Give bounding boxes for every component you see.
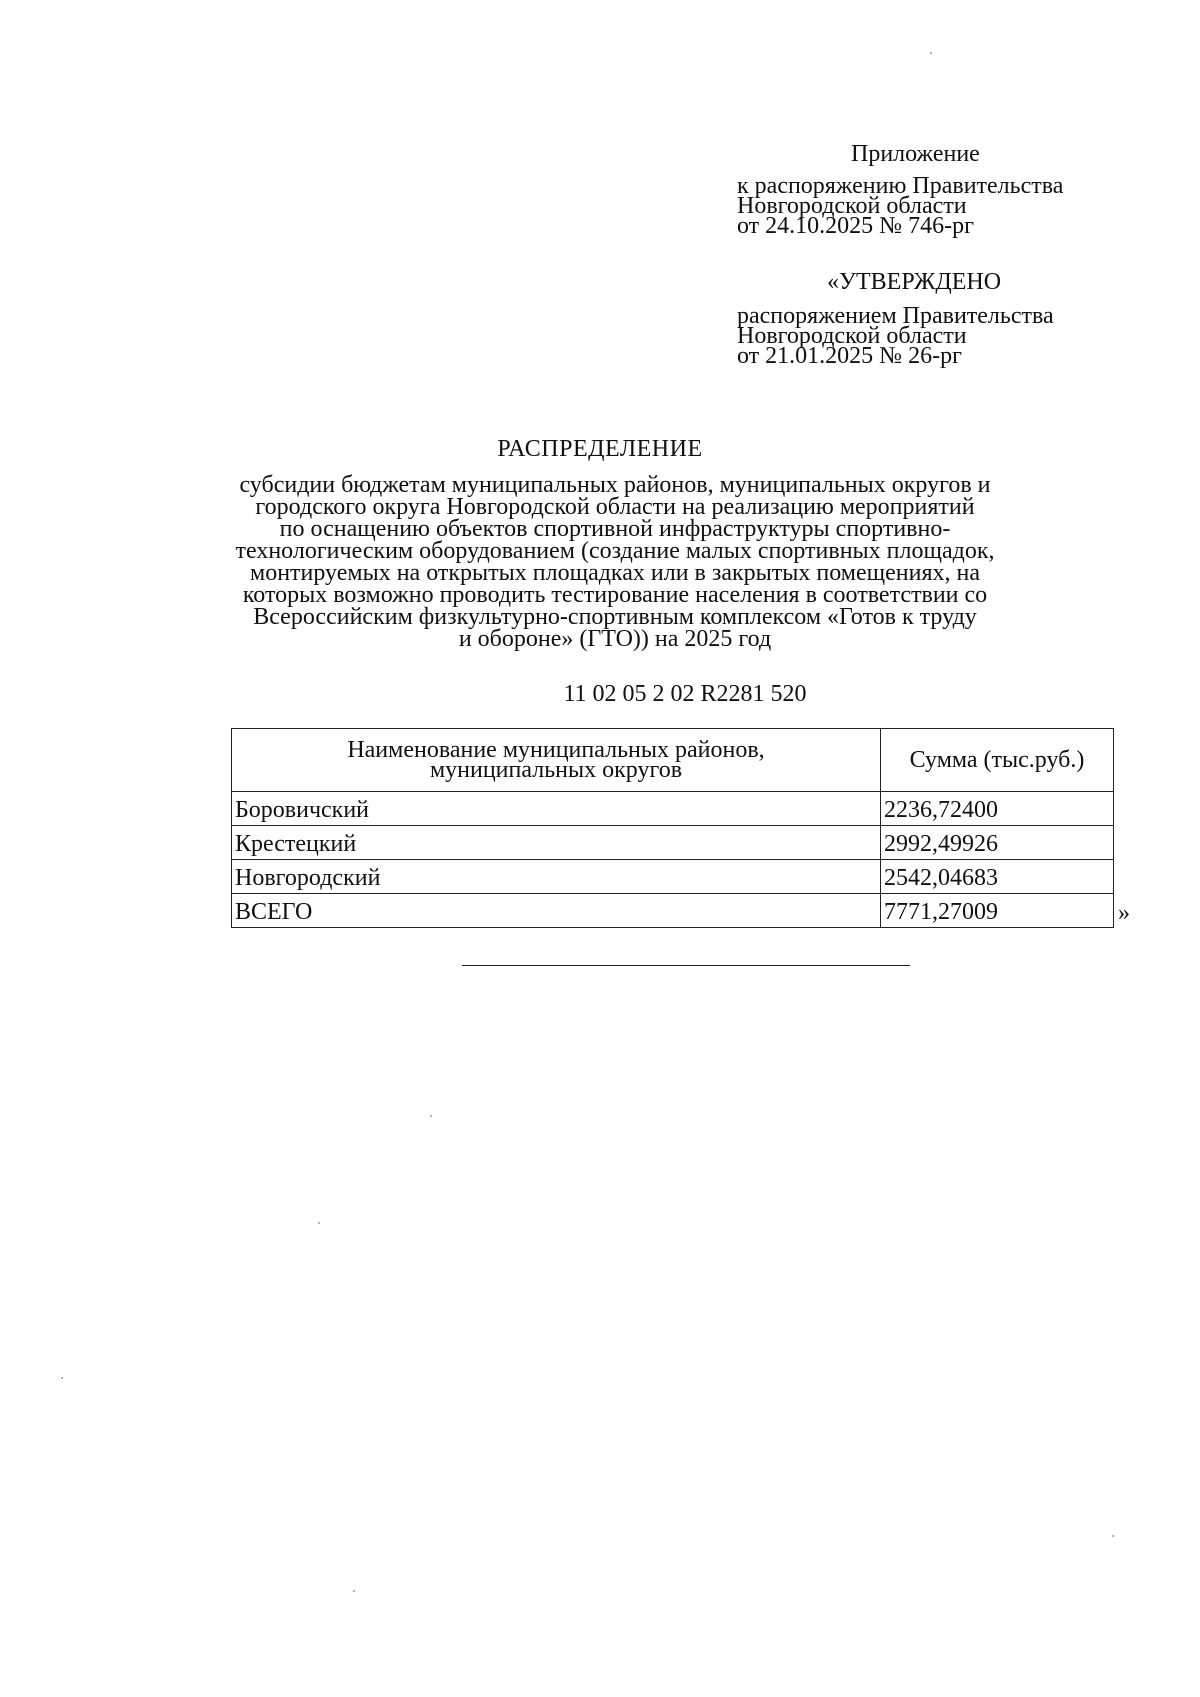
table-header-row — [232, 729, 1114, 792]
header-name-cell — [232, 729, 881, 792]
amount-cell: 2542,04683 — [881, 860, 1114, 894]
scan-speck — [430, 1115, 432, 1117]
description-line: субсидии бюджетам муниципальных районов, муниципальных округов и — [239, 472, 991, 498]
header-name-line: муниципальных округов — [429, 757, 683, 783]
description-line: городского округа Новгородской области на реализацию мероприятий — [255, 494, 975, 520]
amount-cell: 2236,72400 — [881, 792, 1114, 826]
district-name-cell: Крестецкий — [232, 826, 881, 860]
district-name-cell: Новгородский — [232, 860, 881, 894]
scan-speck — [61, 1377, 63, 1379]
closing-divider — [462, 965, 910, 966]
table-total-row — [232, 894, 1114, 928]
description-line: монтируемых на открытых площадках или в закрытых помещениях, на — [250, 560, 980, 586]
description-line: по оснащению объектов спортивной инфраструктуры спортивно- — [279, 516, 951, 542]
total-amount-cell: 7771,27009 — [881, 894, 1114, 928]
approved-line: от 21.01.2025 № 26-рг — [737, 343, 962, 369]
approved-reference — [737, 303, 1054, 369]
table-row — [232, 792, 1114, 826]
table-row — [232, 860, 1114, 894]
table-row — [232, 826, 1114, 860]
budget-code: 11 02 05 2 02 R2281 520 — [563, 681, 807, 707]
appendix-line: к распоряжению Правительства — [737, 173, 1064, 199]
document-description — [180, 474, 1050, 650]
district-name-cell: Боровичский — [232, 792, 881, 826]
header-sum-cell: Сумма (тыс.руб.) — [881, 729, 1114, 792]
distribution-table — [231, 728, 1114, 928]
scan-speck — [930, 52, 932, 54]
appendix-line: от 24.10.2025 № 746-рг — [737, 213, 974, 239]
scan-speck — [1112, 1535, 1114, 1537]
document-title: РАСПРЕДЕЛЕНИЕ — [497, 436, 703, 462]
appendix-title: Приложение — [851, 141, 980, 167]
description-line: и обороне» (ГТО)) на 2025 год — [458, 626, 772, 652]
approved-line: Новгородской области — [737, 323, 967, 349]
description-line: которых возможно проводить тестирование населения в соответствии со — [242, 582, 988, 608]
description-line: Всероссийским физкультурно-спортивным комплексом «Готов к труду — [253, 604, 977, 630]
header-name-line: Наименование муниципальных районов, — [347, 737, 765, 763]
scan-speck — [353, 1590, 355, 1592]
scan-speck — [318, 1222, 320, 1224]
closing-quote: » — [1118, 900, 1130, 926]
description-line: технологическим оборудованием (создание малых спортивных площадок, — [235, 538, 995, 564]
approved-title: «УТВЕРЖДЕНО — [827, 269, 1002, 295]
appendix-line: Новгородской области — [737, 193, 967, 219]
total-label-cell: ВСЕГО — [232, 894, 881, 928]
appendix-reference — [737, 173, 1064, 239]
amount-cell: 2992,49926 — [881, 826, 1114, 860]
approved-line: распоряжением Правительства — [737, 303, 1054, 329]
